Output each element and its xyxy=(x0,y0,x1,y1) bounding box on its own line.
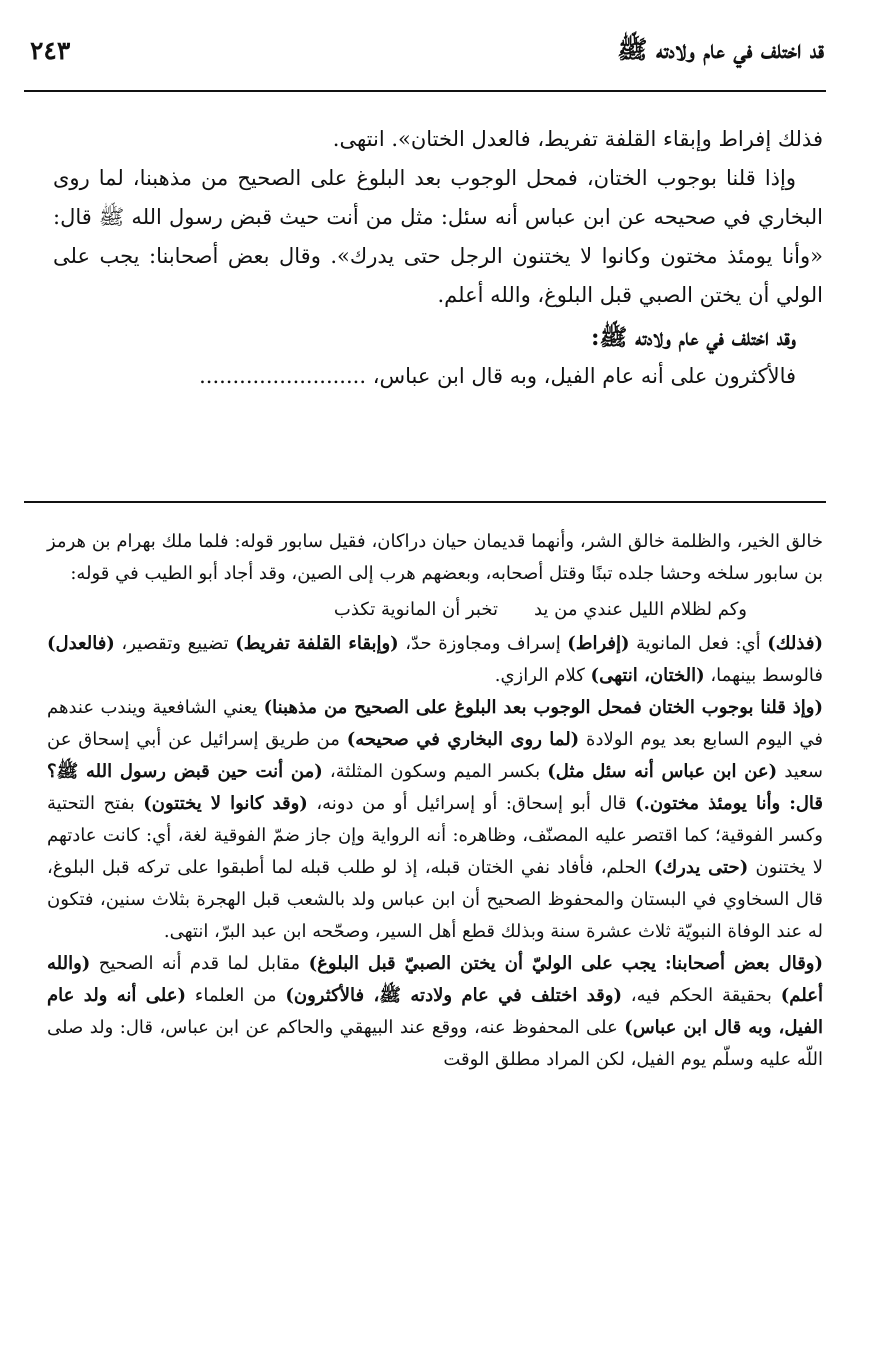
commentary-divider xyxy=(24,501,826,503)
quoted-text: (وقد كانوا لا يختتون) xyxy=(143,793,308,814)
commentary-text: فالوسط بينهما، xyxy=(704,665,823,686)
main-paragraph: فذلك إفراط وإبقاء القلفة تفريط، فالعدل الختان». انتهى. xyxy=(332,127,823,151)
commentary-text: أي: فعل المانوية xyxy=(629,633,768,654)
running-title: قد اختلف في عام ولادته ﷺ xyxy=(617,35,824,64)
commentary-text: من طريق إسرائيل عن أبي إسحاق عن سعيد xyxy=(47,729,824,782)
header-divider xyxy=(24,90,826,92)
quoted-text: (الختان، انتهى) xyxy=(590,665,705,686)
quoted-text: (وإذ قلنا بوجوب الختان فمحل الوجوب بعد البلوغ على الصحيح من مذهبنا) xyxy=(263,697,824,718)
commentary-text: بفتح التحتية وكسر الفوقية؛ كما اقتصر عليه المصنّف، وظاهره: أنه الرواية وإن جاز ضمّ الفوقية لغة، أي: كانت عادتهم لا يختنون xyxy=(47,793,823,878)
commentary-paragraph xyxy=(47,948,823,1076)
quoted-text: (فذلك) xyxy=(767,633,823,654)
verse-second-hemistich: تخبر أن المانوية تكذب xyxy=(333,599,498,620)
quoted-text: (وقد اختلف في عام ولادته ﷺ، فالأكثرون) xyxy=(285,985,622,1006)
quoted-text: (عن ابن عباس أنه سئل مثل) xyxy=(547,761,778,782)
quoted-text: (على أنه ولد عام الفيل، وبه قال ابن عباس) xyxy=(47,985,823,1038)
quoted-text: (من أنت حين قبض رسول الله ﷺ؟ قال: وأنا يومئذ مختون.) xyxy=(47,761,824,814)
commentary-text: إسراف ومجاوزة حدّ، xyxy=(398,633,568,654)
commentary-text: قال أبو إسحاق: أو إسرائيل أو من دونه، xyxy=(307,793,636,814)
section-heading: وقد اختلف في عام ولادته ﷺ: xyxy=(591,324,796,351)
verse-first-hemistich: وكم لظلام الليل عندي من يد xyxy=(533,599,747,620)
commentary-text: على المحفوظ عنه، ووقع عند البيهقي والحاكم عن ابن عباس، قال: ولد صلى اللّه عليه وسلّم يوم الفيل، لكن المراد مطلق الوقت xyxy=(47,1017,823,1070)
commentary-text: تضييع وتقصير، xyxy=(114,633,236,654)
commentary-text: يعني الشافعية ويندب عندهم في اليوم السابع بعد يوم الولادة xyxy=(47,697,823,750)
quoted-text: (فالعدل) xyxy=(47,633,115,654)
poem-verse xyxy=(47,594,823,626)
main-paragraph xyxy=(53,357,823,396)
quoted-text: (إفراط) xyxy=(567,633,630,654)
main-text xyxy=(53,120,823,396)
commentary-paragraph: خالق الخير، والظلمة خالق الشر، وأنهما قديمان حيان دراكان، فقيل سابور قوله: فلما ملك بهرام بن هرمز بن سابور سلخه وحشا جلده تبنًا وقتل أصحابه، وبعضهم هرب إلى الصين، وقد أجاد أبو الطيب في قوله: xyxy=(47,531,823,584)
main-paragraph-text: فالأكثرون على أنه عام الفيل، وبه قال ابن عباس، xyxy=(372,364,796,388)
commentary-paragraph xyxy=(47,692,823,948)
continuation-dots: ......................... xyxy=(199,364,366,388)
commentary-text: من العلماء xyxy=(186,985,286,1006)
page-header xyxy=(30,34,824,84)
commentary xyxy=(47,526,823,1076)
page-number: ٢٤٣ xyxy=(30,36,71,65)
quoted-text: (والله أعلم) xyxy=(47,953,823,1006)
quoted-text: (حتى يدرك) xyxy=(653,857,749,878)
commentary-text: بحقيقة الحكم فيه، xyxy=(621,985,781,1006)
commentary-text: بكسر الميم وسكون المثلثة، xyxy=(322,761,548,782)
commentary-text: مقابل لما قدم أنه الصحيح xyxy=(90,953,309,974)
commentary-paragraph xyxy=(47,628,823,692)
quoted-text: (وإبقاء القلفة تفريط) xyxy=(235,633,399,654)
main-paragraph: وإذا قلنا بوجوب الختان، فمحل الوجوب بعد البلوغ على الصحيح من مذهبنا، لما روى البخاري في صحيحه عن ابن عباس أنه سئل: مثل من أنت حيث قبض رسول الله ﷺ قال: «وأنا يومئذ مختون وكانوا لا يختنون الرجل حتى يدرك». وقال بعض أصحابنا: يجب على الولي أن يختن الصبي قبل البلوغ، والله أعلم. xyxy=(53,166,823,307)
commentary-text: كلام الرازي. xyxy=(494,665,591,686)
quoted-text: (وقال بعض أصحابنا: يجب على الوليّ أن يختن الصبيّ قبل البلوغ) xyxy=(308,953,824,974)
commentary-text: الحلم، فأفاد نفي الختان قبله، إذ لو طلب قبله لما أطبقوا على تركه قبل البلوغ، قال السخاوي في البستان والمحفوظ الصحيح أن ابن عباس ولد بالشعب قبل الهجرة بثلاث سنين، فتكون له عند الوفاة النبويّة ثلاث عشرة سنة وبذلك قطع أهل السير، وصحّحه ابن عبد البرّ، انتهى. xyxy=(47,857,823,942)
quoted-text: (لما روى البخاري في صحيحه) xyxy=(346,729,580,750)
